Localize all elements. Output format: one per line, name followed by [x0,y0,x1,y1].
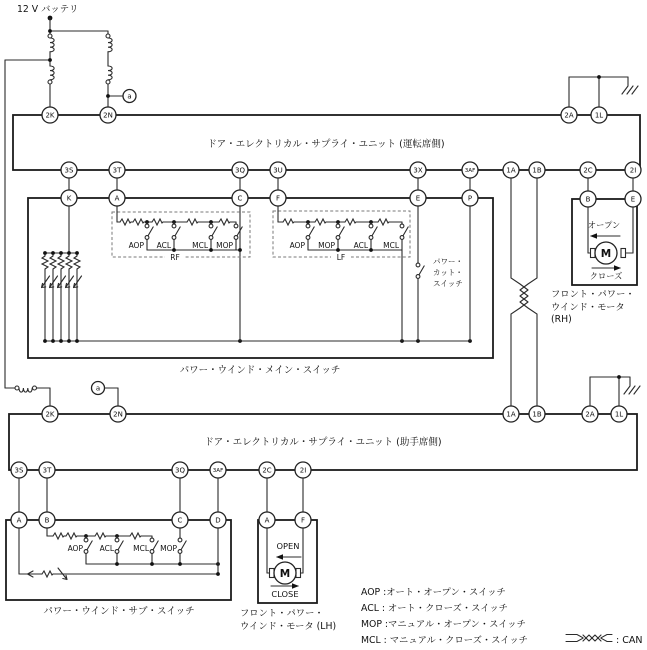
connector-2K [42,406,58,422]
svg-text:3Q: 3Q [235,166,245,175]
connector-2I [625,162,641,178]
close-label: CLOSE [271,589,299,599]
svg-text:フロント・パワー・: フロント・パワー・ [551,289,635,300]
connector-A [259,512,275,528]
connector-E [410,190,426,206]
connector-2K [42,107,58,123]
svg-text:MOP: MOP [160,544,177,553]
svg-text:a: a [95,384,101,393]
svg-text:MOP: MOP [216,241,233,250]
svg-text:2K: 2K [45,410,55,419]
svg-text:AOP: AOP [128,241,144,250]
connector-3S [61,162,77,178]
svg-text:ACL: ACL [156,241,171,250]
svg-text:A: A [114,194,120,203]
legend [361,587,642,646]
legend-item: MOP :マニュアル・オープン・スイッチ [361,619,526,630]
svg-text:MOP: MOP [318,241,335,250]
svg-text:1B: 1B [532,166,542,175]
connector-3T [39,462,55,478]
svg-text:1L: 1L [594,111,604,120]
open-label: オープン [587,220,621,230]
svg-text:E: E [415,194,421,203]
svg-text:2K: 2K [45,111,55,120]
svg-text:3AF: 3AF [212,468,224,475]
connector-1L [591,107,607,123]
open-label: OPEN [276,541,300,551]
legend-item: MCL : マニュアル・クローズ・スイッチ [361,635,528,646]
connector-E [625,191,641,207]
connector-3AF [210,462,226,478]
svg-text:AOP: AOP [67,544,83,553]
lf-label: LF [336,253,346,262]
connector-F [270,190,286,206]
svg-text:1B: 1B [532,410,542,419]
unit-to-sub-wires [19,478,303,512]
svg-text:F: F [275,194,281,203]
connector-C [232,190,248,206]
svg-text:MCL: MCL [133,544,149,553]
svg-text:D: D [215,516,221,525]
svg-text:3Q: 3Q [175,466,185,475]
connector-1B [529,406,545,422]
svg-text:2A: 2A [585,410,595,419]
svg-text:C: C [177,516,183,525]
legend-item: ACL : オート・クローズ・スイッチ [361,603,508,614]
connector-3Q [172,462,188,478]
connector-3T [109,162,125,178]
svg-text:ACL: ACL [99,544,114,553]
connector-3U [270,162,286,178]
svg-text:1A: 1A [506,410,516,419]
legend-item: AOP :オート・オープン・スイッチ [361,587,506,598]
connector-1A [503,162,519,178]
can-label: : CAN [616,635,643,646]
connector-2I [295,462,311,478]
svg-text:ウインド・モータ (LH): ウインド・モータ (LH) [240,621,337,632]
svg-text:パワー・: パワー・ [433,257,463,266]
ground-wires [569,75,628,107]
svg-text:スイッチ: スイッチ [433,279,463,288]
unit-title: ドア・エレクトリカル・サプライ・ユニット (助手席側) [204,437,442,448]
connector-2N [110,406,126,422]
svg-text:2C: 2C [583,166,593,175]
svg-text:2N: 2N [103,111,113,120]
svg-text:フロント・パワー・: フロント・パワー・ [240,608,324,619]
connector-3X [410,162,426,178]
connector-2A [582,406,598,422]
fuse-icon [106,34,112,84]
close-label: クローズ [589,271,623,281]
svg-text:2A: 2A [564,111,574,120]
svg-text:K: K [66,194,72,203]
svg-text:2N: 2N [113,410,123,419]
svg-text:MCL: MCL [192,241,208,250]
ground-wires [590,375,630,406]
connector-3Q [232,162,248,178]
node-a [92,382,119,407]
svg-text:1A: 1A [506,166,516,175]
unit-to-switch-wires [69,178,633,191]
sub-switch-label: パワー・ウインド・サブ・スイッチ [43,606,195,617]
connector-2C [259,462,275,478]
svg-text:MCL: MCL [383,241,399,250]
connector-2N [100,107,116,123]
svg-text:3T: 3T [42,466,52,475]
connector-3S [11,462,27,478]
svg-text:F: F [300,516,306,525]
svg-text:M: M [600,248,612,260]
connector-3AF [462,162,478,178]
connector-K [61,190,77,206]
ground-icon [622,77,638,94]
svg-text:2I: 2I [299,466,307,475]
connector-B [580,191,596,207]
connector-P [462,190,478,206]
svg-text:3AF: 3AF [464,168,476,175]
unit-title: ドア・エレクトリカル・サプライ・ユニット (運転席側) [207,139,445,150]
svg-text:A: A [16,516,22,525]
connector-1A [503,406,519,422]
connector-1L [611,406,627,422]
connector-2A [561,107,577,123]
svg-text:2I: 2I [629,166,637,175]
svg-text:C: C [237,194,243,203]
connector-C [172,512,188,528]
svg-text:ウインド・モータ: ウインド・モータ [551,302,625,313]
svg-text:1L: 1L [614,410,624,419]
connector-B [39,512,55,528]
svg-text:P: P [467,194,473,203]
connector-F [295,512,311,528]
svg-text:3S: 3S [14,466,24,475]
svg-text:A: A [264,516,270,525]
can-symbol-legend [566,635,612,642]
rf-label: RF [170,253,180,262]
connector-A [11,512,27,528]
fuse-icon [5,386,50,406]
svg-text:3U: 3U [273,166,283,175]
main-switch-label: パワー・ウインド・メイン・スイッチ [179,365,341,376]
can-twisted-pair [511,178,537,406]
power-window-sub-switch [6,512,231,617]
ground-icon [624,377,640,394]
svg-text:M: M [279,568,291,580]
svg-text:a: a [127,92,132,101]
battery-label: 12 V バッテリ [17,4,79,15]
svg-text:AOP: AOP [289,241,305,250]
svg-text:B: B [44,516,50,525]
connector-2C [580,162,596,178]
svg-text:ACL: ACL [353,241,368,250]
svg-text:3T: 3T [112,166,122,175]
node-a [123,90,136,103]
door-supply-unit-passenger [5,375,640,478]
connector-D [210,512,226,528]
svg-text:2C: 2C [262,466,272,475]
connector-1B [529,162,545,178]
svg-text:(RH): (RH) [551,314,572,325]
front-power-window-motor-lh [240,512,336,632]
svg-text:E: E [630,195,636,204]
door-supply-unit-driver [13,75,641,178]
svg-text:カット・: カット・ [433,268,463,277]
connector-A [109,190,125,206]
front-power-window-motor-rh [551,191,641,325]
svg-text:3X: 3X [413,166,423,175]
svg-text:B: B [585,195,591,204]
svg-text:3S: 3S [64,166,74,175]
power-window-main-switch [28,190,493,376]
